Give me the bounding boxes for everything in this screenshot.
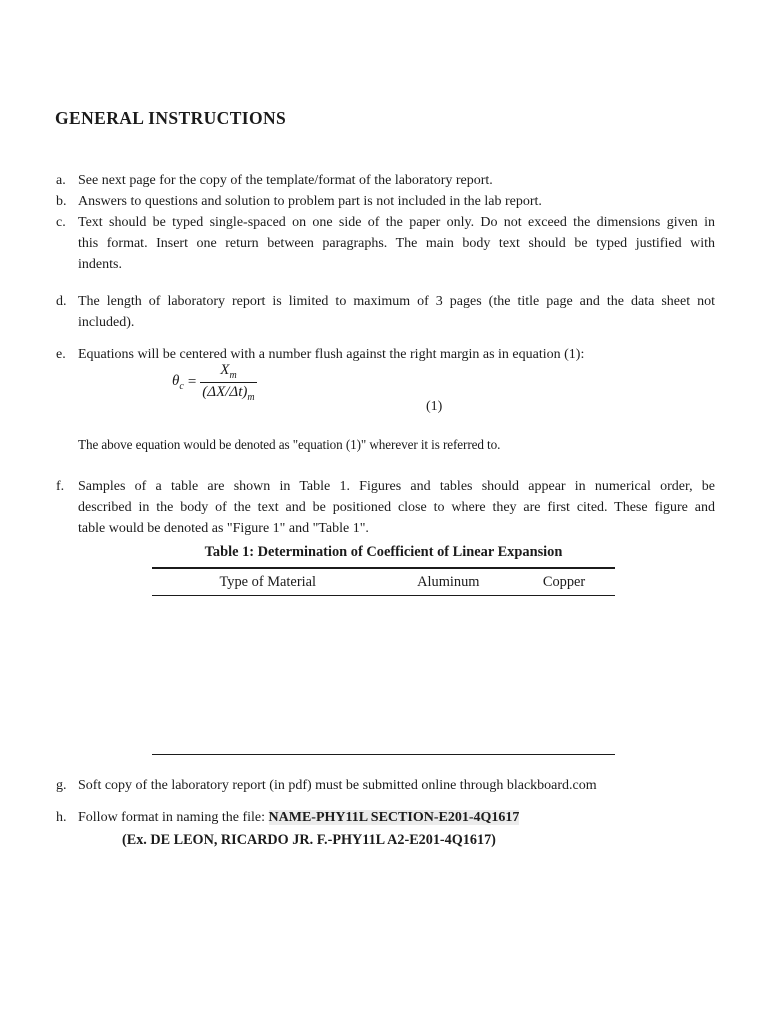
item-b-marker: b. <box>56 194 67 209</box>
table-1-empty-body <box>152 596 615 755</box>
page-title: GENERAL INSTRUCTIONS <box>55 108 287 128</box>
table-1-header-row <box>152 569 615 596</box>
item-e-text: Equations will be centered with a number flush against the right margin as in equation (1): <box>78 347 585 362</box>
instruction-item-h <box>56 807 715 828</box>
equation-fraction <box>200 362 256 403</box>
table-1-header-copper: Copper <box>542 573 586 590</box>
item-e-marker: e. <box>56 347 66 362</box>
instruction-item-f <box>56 476 715 539</box>
equation-1 <box>172 362 257 403</box>
item-h-marker: h. <box>56 810 67 825</box>
item-h-prefix: Follow format in naming the file: <box>78 810 269 825</box>
item-g-text: Soft copy of the laboratory report (in pdf) must be submitted online through blackboard.com <box>78 778 597 793</box>
table-1 <box>152 567 615 755</box>
item-b-text: Answers to questions and solution to problem part is not included in the lab report. <box>78 194 542 209</box>
item-h-filename: NAME-PHY11L SECTION-E201-4Q1617 <box>268 810 520 825</box>
equation-equals: = <box>187 374 197 390</box>
item-h-text <box>78 807 715 828</box>
instruction-item-c <box>56 212 715 275</box>
item-c-marker: c. <box>56 215 66 230</box>
item-h-example: (Ex. DE LEON, RICARDO JR. F.-PHY11L A2-E201-4Q1617) <box>122 832 496 848</box>
item-f-line-1: Samples of a table are shown in Table 1. Figures and tables should appear in numerical order, be <box>78 479 715 494</box>
item-d-line-1: The length of laboratory report is limited to maximum of 3 pages (the title page and the data sheet not <box>78 294 715 309</box>
equation-numerator: $X_m$ <box>200 362 256 383</box>
instruction-item-b <box>56 191 715 212</box>
item-c-line-3: indents. <box>78 257 122 272</box>
item-c-line-1: Text should be typed single-spaced on one side of the paper only. Do not exceed the dimensions given in <box>78 215 715 230</box>
item-f-line-2: described in the body of the text and be positioned close to where they are first cited. These figure and <box>78 500 715 515</box>
item-c-line-2: this format. Insert one return between paragraphs. The main body text should be typed justified with <box>78 236 715 251</box>
instruction-item-d <box>56 291 715 333</box>
equation-denominator: $(\Delta X/\Delta t)_m$ <box>202 384 255 403</box>
instruction-item-a <box>56 170 715 191</box>
item-a-marker: a. <box>56 173 66 188</box>
item-g-marker: g. <box>56 778 67 793</box>
equation-number: (1) <box>426 399 443 414</box>
table-1-header-aluminum: Aluminum <box>417 573 480 590</box>
item-a-text: See next page for the copy of the template/format of the laboratory report. <box>78 173 493 188</box>
item-d-marker: d. <box>56 294 67 309</box>
equation-lhs: $\theta_c$ <box>172 373 184 392</box>
instruction-item-g <box>56 775 715 796</box>
item-f-marker: f. <box>56 479 65 494</box>
item-f-line-3: table would be denoted as "Figure 1" and "Table 1". <box>78 521 369 536</box>
instruction-item-e <box>56 344 715 365</box>
table-1-caption: Table 1: Determination of Coefficient of Linear Expansion <box>204 544 563 560</box>
equation-note: The above equation would be denoted as "equation (1)" wherever it is referred to. <box>78 437 501 452</box>
item-d-line-2: included). <box>78 315 135 330</box>
table-1-header-material: Type of Material <box>219 573 316 590</box>
